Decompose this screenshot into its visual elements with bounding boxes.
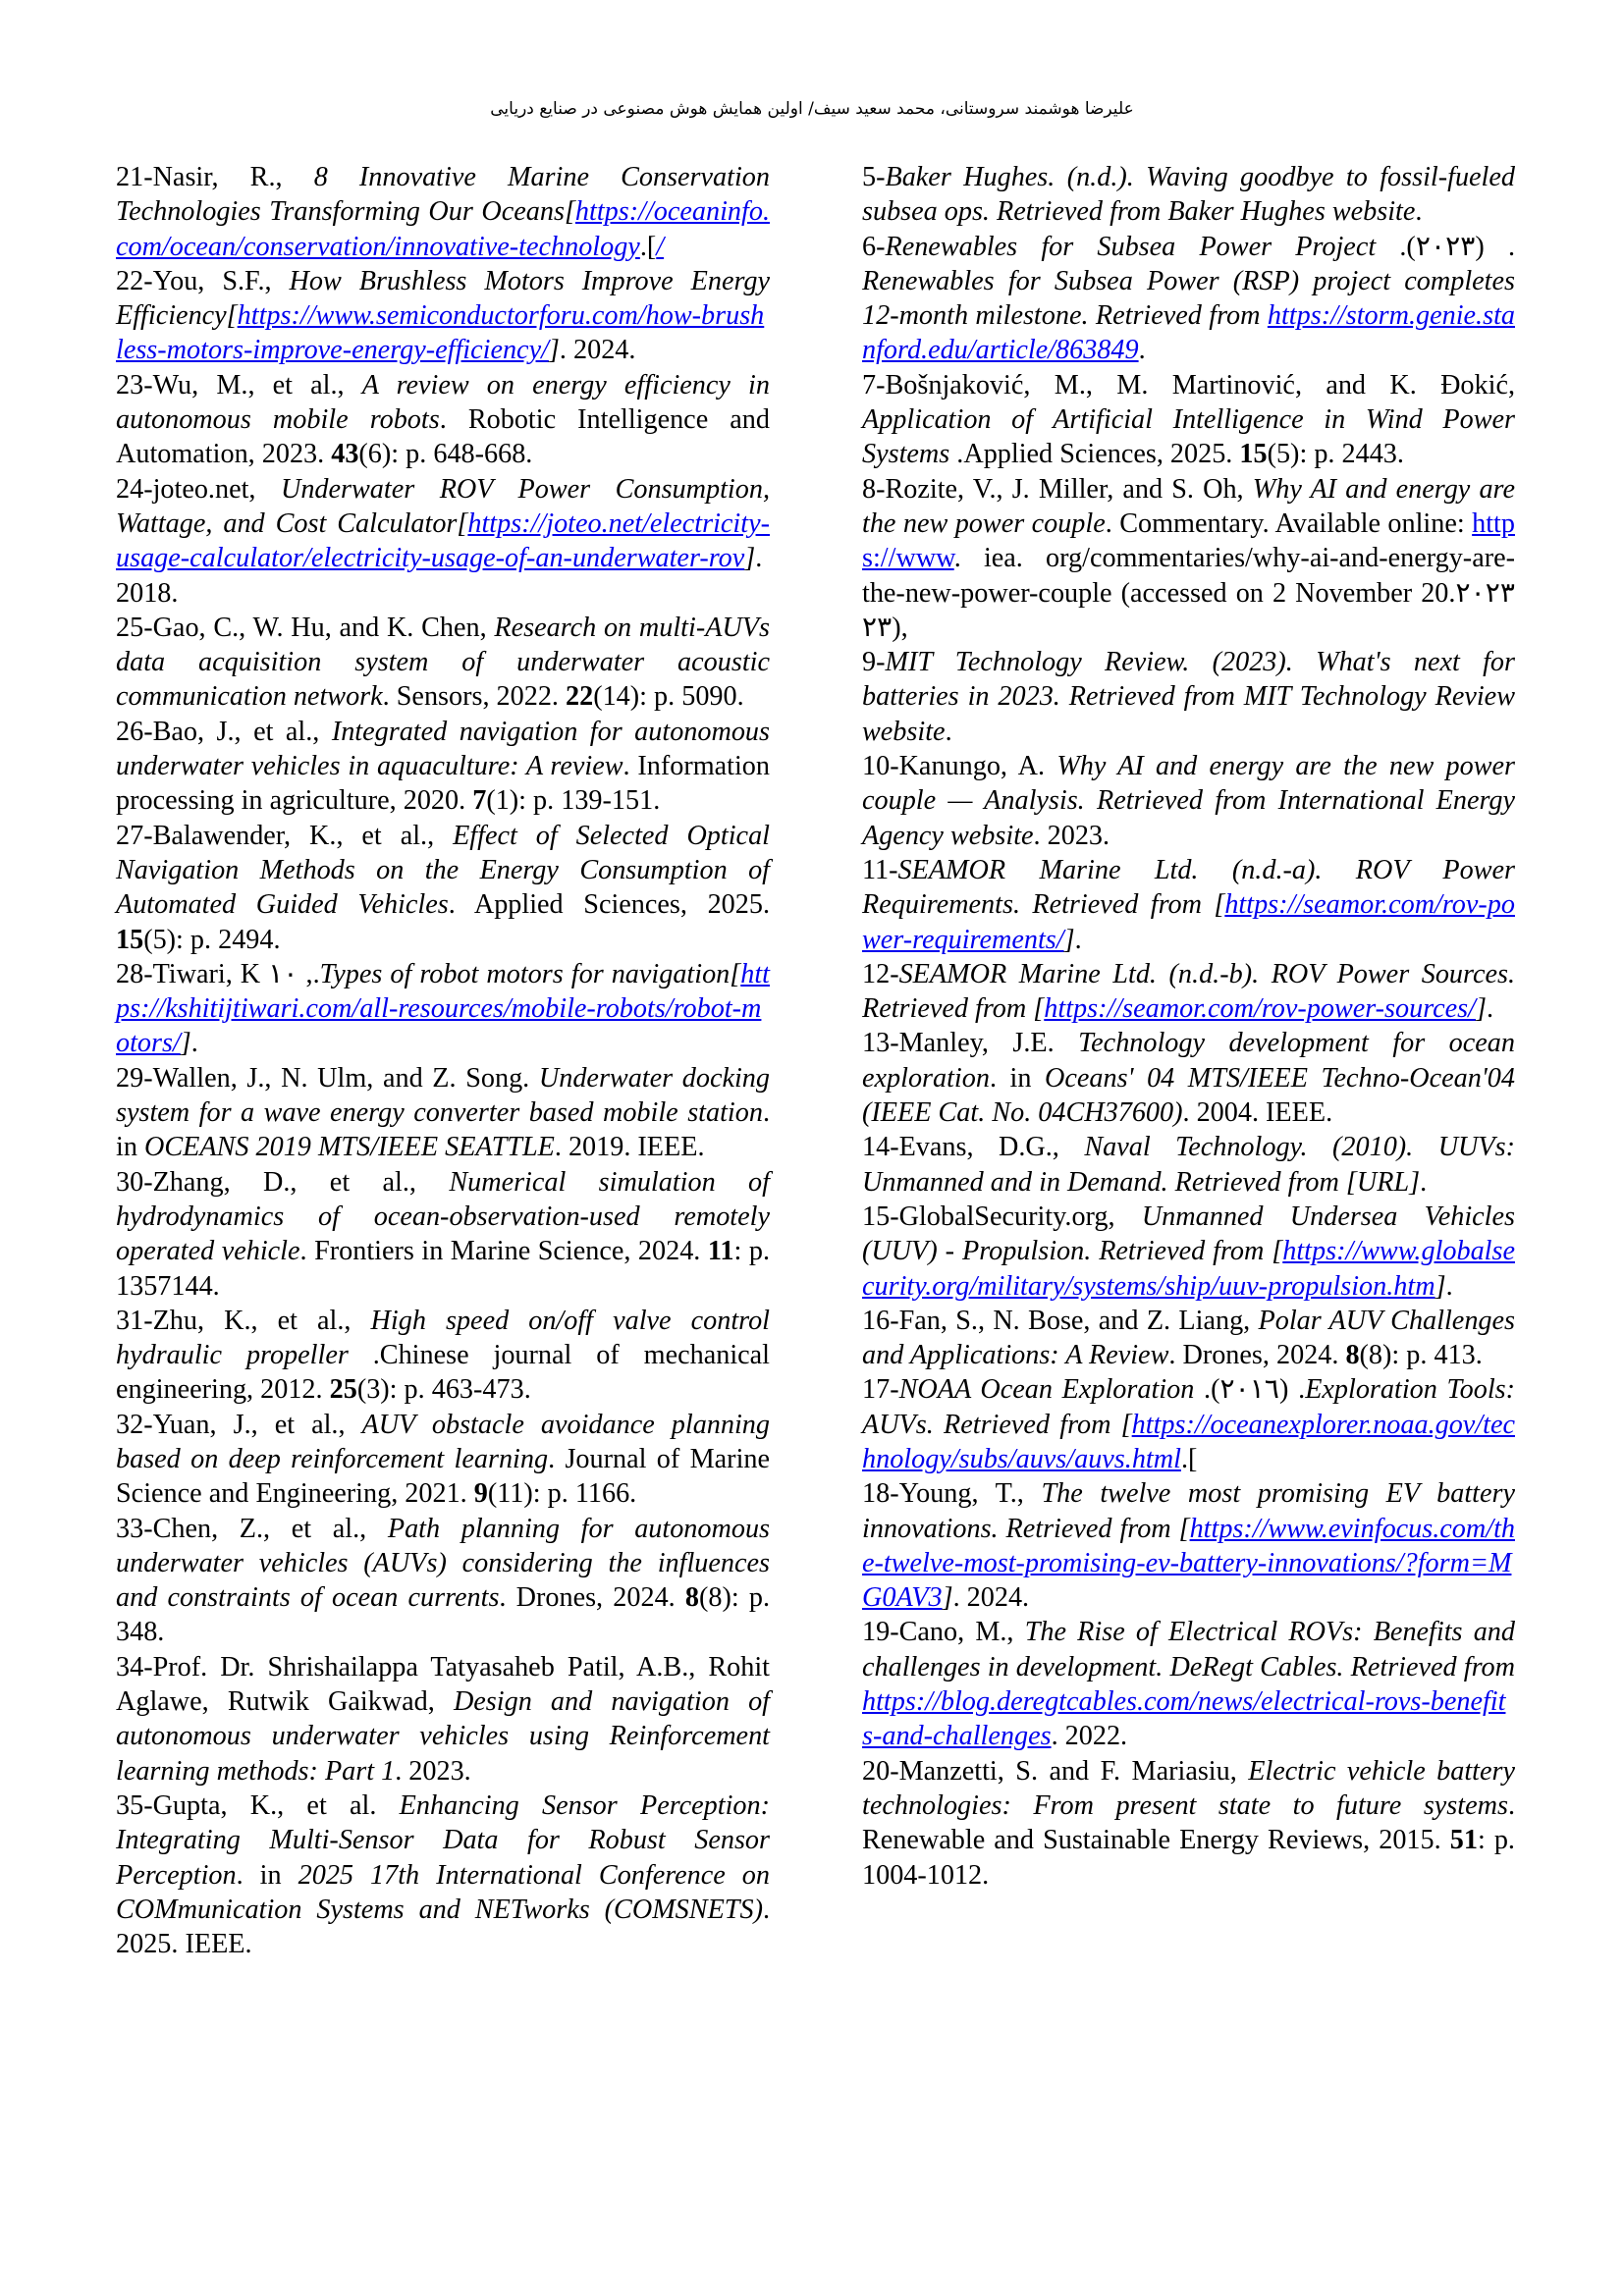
title-text: Oceans' 04 MTS/IEEE Techno-Ocean'04 (IEEE Cat. No. 04CH37600) <box>862 1062 1515 1129</box>
title-text: Types of robot motors for navigation[ <box>319 958 741 989</box>
title-text: NOAA Ocean Exploration <box>898 1374 1195 1406</box>
title-text: ] <box>1435 1270 1446 1302</box>
reference-text: . Renewable and Sustainable Energy Reviews, 2015. <box>862 1789 1515 1856</box>
reference-text: . <box>1486 993 1493 1025</box>
title-text: OCEANS 2019 MTS/IEEE SEATTLE <box>143 1132 555 1163</box>
reference-entry-26 <box>116 715 770 819</box>
reference-text: 27-Balawender, K., et al., <box>116 820 454 851</box>
reference-text: 5- <box>862 162 886 192</box>
reference-link[interactable]: https://oceaninfo.com/ocean/conservation/innovative-technology <box>116 196 770 262</box>
reference-text: 6- <box>862 231 886 262</box>
reference-link[interactable]: https://kshitijtiwari.com/all-resources/mobile-robots/robot-motors/ <box>116 958 771 1059</box>
volume-number: 15 <box>1239 439 1268 470</box>
reference-link[interactable]: https://www.semiconductorforu.com/how-brushless-motors-improve-energy-efficiency/ <box>116 300 765 366</box>
reference-entry-31 <box>116 1304 770 1408</box>
reference-entry-14 <box>862 1130 1515 1200</box>
reference-text: 7-Bošnjaković, M., M. Martinović, and K. Đokić, <box>862 369 1515 400</box>
reference-text: . 2019. IEEE. <box>554 1132 705 1163</box>
reference-text: 19-Cano, M., <box>862 1617 1025 1648</box>
volume-number: 51 <box>1449 1825 1478 1856</box>
title-text: ] <box>1475 993 1487 1025</box>
reference-text: 26-Bao, J., et al., <box>116 716 332 747</box>
reference-entry-13 <box>862 1026 1515 1130</box>
reference-text: . iea. org/commentaries/why-ai-and-energy-are-the-new-power-couple (accessed on 2 November 20.٢٠٢٣ ,(٢٣ <box>862 543 1515 643</box>
title-text: ] <box>548 335 560 366</box>
reference-text: 21-Nasir, R., <box>116 162 314 192</box>
reference-entry-7 <box>862 368 1515 472</box>
reference-entry-19 <box>862 1615 1515 1753</box>
reference-text: (3): p. 463-473. <box>356 1374 531 1406</box>
title-text: Exploration Tools: AUVs. Retrieved from [ <box>862 1374 1516 1440</box>
volume-number: 11 <box>707 1236 734 1267</box>
reference-entry-25 <box>116 611 770 715</box>
reference-link[interactable]: https://seamor.com/rov-power-requirements/ <box>862 889 1515 955</box>
reference-text: 25-Gao, C., W. Hu, and K. Chen, <box>116 612 495 643</box>
volume-number: 7 <box>472 785 487 817</box>
title-text: Polar AUV Challenges and Applications: A Review <box>862 1305 1515 1371</box>
title-text: Naval Technology. (2010). UUVs: Unmanned and in Demand. Retrieved from [URL] <box>862 1132 1515 1198</box>
title-text: Path planning for autonomous underwater vehicles (AUVs) considering the influences and constraints of ocean currents <box>116 1513 771 1614</box>
reference-text: . <box>1420 1166 1428 1198</box>
running-header: علیرضا هوشمند سروستانی، محمد سعید سیف/ اولین همایش هوش مصنوعی در صنایع دریایی <box>490 99 1134 119</box>
reference-entry-16 <box>862 1304 1515 1373</box>
reference-text: .Applied Sciences, 2025. <box>949 439 1240 470</box>
title-text: A review on energy efficiency in autonomous mobile robots <box>116 369 770 436</box>
title-text: SEAMOR Marine Ltd. (n.d.-b). ROV Power Sources. Retrieved from [ <box>862 958 1515 1025</box>
reference-text: . 2024. <box>559 335 636 366</box>
title-text: Underwater docking system for a wave energy converter based mobile station <box>116 1062 770 1129</box>
title-text: Renewables for Subsea Power Project <box>885 231 1377 262</box>
title-text: ] <box>180 1028 191 1059</box>
reference-entry-24 <box>116 472 770 611</box>
reference-entry-21 <box>116 160 770 264</box>
title-text: Renewables for Subsea Power (RSP) project completes 12-month milestone. Retrieved from <box>862 265 1515 332</box>
reference-text: . <box>945 716 952 747</box>
reference-text: . in <box>989 1062 1045 1094</box>
reference-entry-34 <box>116 1650 770 1789</box>
reference-entry-5 <box>862 160 1515 230</box>
title-text: Enhancing Sensor Perception: Integrating Multi-Sensor Data for Robust Sensor Perception <box>116 1789 770 1891</box>
reference-text: (5): p. 2443. <box>1267 439 1404 470</box>
reference-entry-35 <box>116 1789 770 1961</box>
reference-entry-23 <box>116 368 770 472</box>
reference-text: . Commentary. Available online: <box>1105 507 1473 539</box>
reference-entry-12 <box>862 957 1515 1027</box>
title-text: ] <box>942 1582 953 1614</box>
reference-text: . Frontiers in Marine Science, 2024. <box>299 1236 708 1267</box>
volume-number: 43 <box>331 439 359 470</box>
reference-text: . 2018. <box>116 543 763 609</box>
title-text: AUV obstacle avoidance planning based on deep reinforcement learning <box>116 1409 770 1474</box>
title-text: Research on multi-AUVs data acquisition system of underwater acoustic communication network <box>116 612 770 713</box>
title-text: High speed on/off valve control hydraulic propeller <box>116 1305 770 1371</box>
reference-entry-15 <box>862 1200 1515 1304</box>
reference-text: 28-Tiwari, K ١٠ ,. <box>116 958 320 989</box>
reference-text: . Applied Sciences, 2025. <box>448 889 770 921</box>
reference-text: (11): p. 1166. <box>487 1478 637 1510</box>
title-text: MIT Technology Review. (2023). What's next for batteries in 2023. Retrieved from MIT Technology Review website <box>862 647 1515 747</box>
reference-text: 13-Manley, J.E. <box>862 1028 1079 1059</box>
title-text: Design and navigation of autonomous underwater vehicles using Reinforcement learning methods: Part 1 <box>116 1686 770 1787</box>
reference-text: 32-Yuan, J., et al., <box>116 1409 362 1440</box>
reference-text: .(٢٠٢٣) . <box>1376 231 1516 262</box>
volume-number: 15 <box>116 924 144 955</box>
reference-link[interactable]: https://storm.genie.stanford.edu/article/863849 <box>862 300 1515 366</box>
reference-text: 33-Chen, Z., et al., <box>116 1513 388 1544</box>
reference-text: . 2024. <box>952 1582 1030 1614</box>
reference-text: . Information processing in agriculture, 2020. <box>116 751 770 817</box>
reference-entry-8 <box>862 472 1515 645</box>
reference-text: 34-Prof. Dr. Shrishailappa Tatyasaheb Patil, A.B., Rohit Aglawe, Rutwik Gaikwad, <box>116 1651 770 1718</box>
reference-entry-17 <box>862 1372 1515 1476</box>
reference-link[interactable]: https://www.globalsecurity.org/military/systems/ship/uuv-propulsion.htm <box>862 1236 1515 1302</box>
reference-text: 10-Kanungo, A. <box>862 751 1057 782</box>
reference-text: 20-Manzetti, S. and F. Mariasiu, <box>862 1755 1249 1787</box>
reference-link[interactable]: https://joteo.net/electricity-usage-calculator/electricity-usage-of-an-underwater-rov <box>116 507 770 574</box>
title-text: Effect of Selected Optical Navigation Methods on the Energy Consumption of Automated Guided Vehicles <box>116 820 770 921</box>
title-text: Numerical simulation of hydrodynamics of ocean-observation-used remotely operated vehicle <box>116 1166 770 1267</box>
reference-text: 14-Evans, D.G., <box>862 1132 1085 1163</box>
reference-text: 35-Gupta, K., et al. <box>116 1789 400 1821</box>
reference-text: . Drones, 2024. <box>499 1582 685 1614</box>
volume-number: 8 <box>1345 1340 1360 1371</box>
title-text: 2025 17th International Conference on COMmunication Systems and NETworks (COMSNETS) <box>116 1859 770 1925</box>
reference-text: .(٢٠١٦) . <box>1194 1374 1306 1406</box>
reference-entry-11 <box>862 853 1515 957</box>
reference-text: . 2004. IEEE. <box>1182 1097 1333 1129</box>
reference-entry-29 <box>116 1061 770 1165</box>
reference-entry-22 <box>116 264 770 368</box>
reference-text: : p. 1357144. <box>116 1236 771 1302</box>
reference-text: 11- <box>862 854 898 885</box>
reference-text: . Journal of Marine Science and Engineering, 2021. <box>116 1443 771 1510</box>
title-text: Baker Hughes. (n.d.). Waving goodbye to fossil-fueled subsea ops. Retrieved from Baker Hughes website <box>862 162 1515 228</box>
reference-text: (5): p. 2494. <box>143 924 281 955</box>
reference-text: 29-Wallen, J., N. Ulm, and Z. Song. <box>116 1062 539 1094</box>
reference-text: 22-You, S.F., <box>116 265 290 296</box>
reference-link[interactable]: https://www.evinfocus.com/the-twelve-most-promising-ev-battery-innovations/?form=MG0AV3 <box>862 1513 1515 1614</box>
reference-entry-33 <box>116 1512 770 1650</box>
title-text: SEAMOR Marine Ltd. (n.d.-a). ROV Power Requirements. Retrieved from [ <box>862 854 1515 921</box>
title-text: Electric vehicle battery technologies: From present state to future systems <box>862 1755 1516 1821</box>
reference-entry-10 <box>862 749 1515 853</box>
reference-entry-30 <box>116 1165 770 1304</box>
reference-text: . in <box>236 1859 298 1891</box>
reference-text: . <box>1074 924 1082 955</box>
title-text: Why AI and energy are the new power couple — Analysis. Retrieved from International Energy Agency website <box>862 751 1515 851</box>
volume-number: 8 <box>684 1582 699 1614</box>
title-text: How Brushless Motors Improve Energy Efficiency[ <box>116 265 771 332</box>
title-text: 8 Innovative Marine Conservation Technologies Transforming Our Oceans[ <box>116 162 770 228</box>
reference-entry-20 <box>862 1754 1515 1893</box>
reference-text: (14): p. 5090. <box>593 681 744 713</box>
title-text: Underwater ROV Power Consumption, Wattage, and Cost Calculator[ <box>116 473 771 539</box>
reference-text: . <box>1415 196 1423 228</box>
volume-number: 9 <box>473 1478 488 1510</box>
volume-number: 22 <box>566 681 594 713</box>
title-text: Technology development for ocean exploration <box>862 1028 1515 1094</box>
title-text: Application of Artificial Intelligence in Wind Power Systems <box>862 404 1515 470</box>
reference-text: 15-GlobalSecurity.org, <box>862 1201 1142 1232</box>
reference-text: (8): p. 348. <box>116 1582 771 1648</box>
reference-text: (8): p. 413. <box>1359 1340 1483 1371</box>
reference-link[interactable]: https://www <box>862 507 1515 574</box>
title-text: ] <box>744 543 756 574</box>
reference-text: 9- <box>862 647 886 678</box>
reference-text: . <box>190 1028 198 1059</box>
reference-text: 30-Zhang, D., et al., <box>116 1166 450 1198</box>
reference-text: . Drones, 2024. <box>1168 1340 1346 1371</box>
reference-text: 8-Rozite, V., J. Miller, and S. Oh, <box>862 473 1253 505</box>
reference-text: .[ <box>639 231 657 262</box>
reference-link[interactable]: https://oceanexplorer.noaa.gov/technology/subs/auvs/auvs.html <box>862 1409 1515 1474</box>
references-left-column <box>116 160 770 1961</box>
reference-entry-27 <box>116 819 770 957</box>
reference-text: . 2023. <box>395 1755 471 1787</box>
reference-text: 17- <box>862 1374 899 1406</box>
reference-text: . Sensors, 2022. <box>382 681 567 713</box>
references-right-column <box>862 160 1515 1893</box>
title-text: Unmanned Undersea Vehicles (UUV) - Propulsion. Retrieved from [ <box>862 1201 1515 1267</box>
reference-entry-18 <box>862 1476 1515 1615</box>
reference-link[interactable]: / <box>656 231 665 262</box>
reference-entry-32 <box>116 1408 770 1512</box>
reference-text: : p. 1004-1012. <box>862 1825 1515 1891</box>
reference-text: .Chinese journal of mechanical engineering, 2012. <box>116 1340 770 1406</box>
reference-text: 23-Wu, M., et al., <box>116 369 362 400</box>
reference-text: 16-Fan, S., N. Bose, and Z. Liang, <box>862 1305 1259 1336</box>
title-text: Integrated navigation for autonomous underwater vehicles in aquaculture: A review <box>116 716 770 782</box>
reference-entry-28 <box>116 957 770 1061</box>
reference-entry-6 <box>862 230 1515 368</box>
title-text: The Rise of Electrical ROVs: Benefits and challenges in development. DeRegt Cables. Retrieved from <box>862 1617 1515 1682</box>
reference-text: 31-Zhu, K., et al., <box>116 1305 371 1336</box>
reference-text: . 2023. <box>1033 820 1110 851</box>
reference-text: 18-Young, T., <box>862 1478 1042 1510</box>
reference-text: 12- <box>862 958 899 989</box>
reference-text: .[ <box>1180 1443 1198 1474</box>
reference-entry-9 <box>862 645 1515 749</box>
reference-text: . in <box>116 1097 770 1163</box>
reference-text: . Robotic Intelligence and Automation, 2023. <box>116 404 770 470</box>
title-text: ] <box>1063 924 1075 955</box>
reference-link[interactable]: https://seamor.com/rov-power-sources/ <box>1044 993 1476 1025</box>
reference-text: . <box>1445 1270 1453 1302</box>
reference-text: 24-joteo.net, <box>116 473 281 505</box>
reference-link[interactable]: https://blog.deregtcables.com/news/electrical-rovs-benefits-and-challenges <box>862 1686 1506 1752</box>
reference-text: . <box>1138 335 1146 366</box>
title-text: Why AI and energy are the new power couple <box>862 473 1515 539</box>
reference-text: (1): p. 139-151. <box>486 785 661 817</box>
reference-text: (6): p. 648-668. <box>358 439 533 470</box>
title-text: The twelve most promising EV battery innovations. Retrieved from [ <box>862 1478 1515 1544</box>
reference-text: . 2022. <box>1051 1721 1128 1752</box>
reference-text: . 2025. IEEE. <box>116 1894 770 1960</box>
volume-number: 25 <box>329 1374 357 1406</box>
